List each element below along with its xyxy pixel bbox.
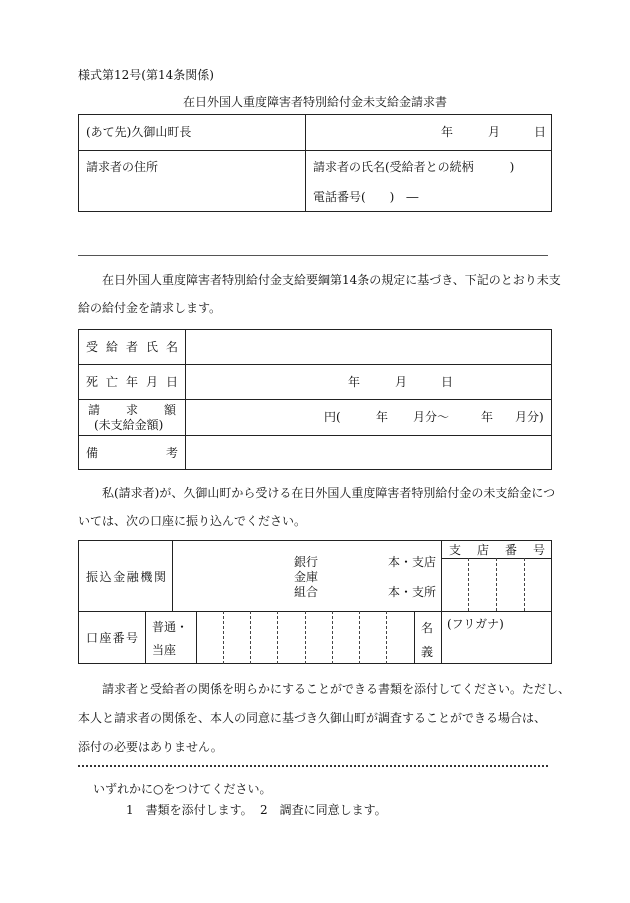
holder-label-2: 義	[421, 645, 434, 659]
dotted-separator	[78, 765, 548, 767]
claimant-name-label: 請求者の氏名(受給者との続柄 )	[313, 160, 515, 174]
claim-amount-label: 請 求 額	[88, 403, 176, 417]
transfer-line-2: いては、次の口座に振り込んでください。	[78, 514, 307, 528]
shinko-label: 金庫	[294, 570, 319, 584]
remarks-label: 備 考	[86, 446, 178, 460]
branch-number-label: 支 店 番 号	[449, 543, 545, 557]
intro-line-2: 給の給付金を請求します。	[78, 301, 222, 315]
kumiai-label: 組合	[294, 585, 319, 599]
divider	[78, 255, 548, 256]
recipient-name-label: 受 給 者 氏 名	[86, 340, 178, 354]
intro-line-1: 在日外国人重度障害者特別給付金支給要綱第14条の規定に基づき、下記のとおり未支	[102, 273, 561, 287]
addressee: (あて先)久御山町長	[86, 125, 192, 139]
period-year-2: 年	[481, 410, 494, 424]
date-year-label: 年	[441, 125, 454, 139]
note-line-3: 添付の必要はありません。	[78, 740, 223, 754]
death-year: 年	[348, 375, 361, 389]
period-month-2: 月分)	[515, 410, 544, 424]
note-line-2: 本人と請求者の関係を、本人の同意に基づき久御山町が調査することができる場合は、	[78, 711, 547, 725]
death-day: 日	[441, 375, 454, 389]
head-branch-2: 本・支所	[388, 585, 437, 599]
period-year-1: 年	[376, 410, 389, 424]
form-number: 様式第12号(第14条関係)	[78, 68, 214, 82]
holder-label-1: 名	[421, 621, 434, 635]
furigana-label: (フリガナ)	[447, 617, 504, 631]
institution-label: 振 込 金 融 機 関	[86, 570, 166, 584]
account-type-regular: 普通・	[152, 620, 189, 634]
amount-yen: 円(	[324, 410, 341, 424]
claim-amount-sub: (未支給金額)	[94, 418, 164, 432]
choice-option-2: 2 調査に同意します。	[260, 803, 387, 817]
date-day-label: 日	[534, 125, 547, 139]
period-month-1: 月分〜	[413, 410, 450, 424]
date-month-label: 月	[488, 125, 501, 139]
phone-label: 電話番号( ) ―	[313, 190, 419, 204]
choice-instruction: いずれかに○をつけてください。	[93, 782, 272, 796]
death-month: 月	[395, 375, 408, 389]
choice-option-1: 1 書類を添付します。	[126, 803, 253, 817]
bank-label: 銀行	[294, 555, 319, 569]
address-label: 請求者の住所	[86, 160, 159, 174]
transfer-line-1: 私(請求者)が、久御山町から受ける在日外国人重度障害者特別給付金の未支給金につ	[102, 486, 556, 500]
account-number-label: 口 座 番 号	[86, 631, 138, 645]
account-type-current: 当座	[152, 643, 177, 657]
note-line-1: 請求者と受給者の関係を明らかにすることができる書類を添付してください。ただし、	[102, 682, 571, 696]
page-title: 在日外国人重度障害者特別給付金未支給金請求書	[182, 95, 447, 109]
death-date-label: 死 亡 年 月 日	[86, 375, 178, 389]
head-branch-1: 本・支店	[388, 555, 437, 569]
